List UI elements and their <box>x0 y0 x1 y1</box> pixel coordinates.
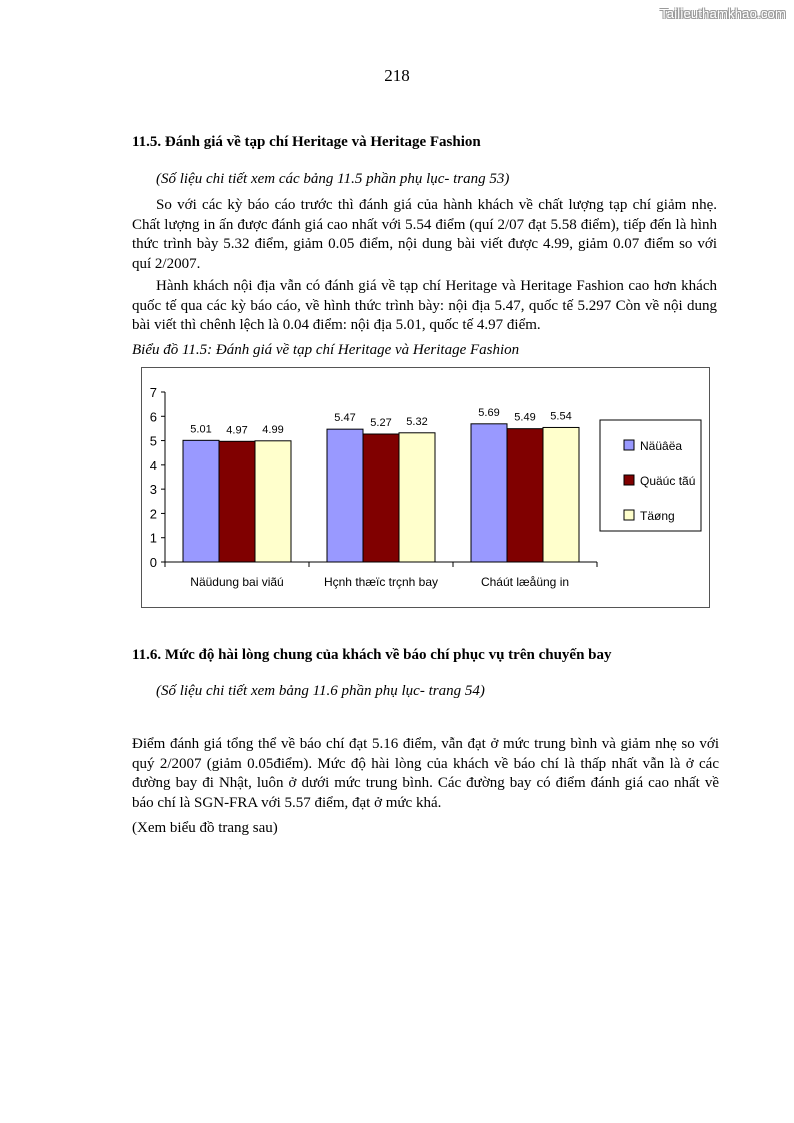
y-tick-label: 5 <box>149 433 157 449</box>
source-note-11-6: (Số liệu chi tiết xem bảng 11.6 phần phụ lục- trang 54) <box>156 683 485 699</box>
bar <box>219 441 255 562</box>
page-number: 218 <box>384 66 410 85</box>
watermark: Tailieuthamkhao.com <box>660 6 786 21</box>
legend-swatch <box>624 510 634 520</box>
category-label: Näüdung bai viãú <box>190 575 284 589</box>
data-label: 4.99 <box>262 423 284 436</box>
y-tick-label: 7 <box>149 385 157 400</box>
bar <box>399 433 435 562</box>
section-heading-11-5: 11.5. Đánh giá về tạp chí Heritage và Heritage Fashion <box>132 134 481 150</box>
data-label: 5.69 <box>478 406 500 419</box>
bar <box>327 429 363 562</box>
legend-swatch <box>624 440 634 450</box>
legend-label: Näüâëa <box>640 439 683 453</box>
y-tick-label: 2 <box>149 506 157 522</box>
data-label: 5.49 <box>514 411 536 424</box>
bar <box>363 434 399 562</box>
data-label: 5.47 <box>334 412 356 425</box>
bar <box>183 440 219 562</box>
data-label: 5.32 <box>406 415 428 428</box>
legend-swatch <box>624 475 634 485</box>
bar-chart <box>142 368 711 609</box>
bar <box>543 427 579 562</box>
y-tick-label: 3 <box>149 482 157 498</box>
data-label: 5.01 <box>190 423 212 436</box>
see-next-page-note: (Xem biểu đồ trang sau) <box>132 820 278 836</box>
y-tick-label: 0 <box>149 555 157 570</box>
chart-caption: Biểu đồ 11.5: Đánh giá về tạp chí Heritage và Heritage Fashion <box>132 342 520 358</box>
paragraph-quality: So với các kỳ báo cáo trước thì đánh giá của hành khách về chất lượng tạp chí giảm nhẹ. Chất lượng in ấn được đánh giá cao nhất với 5.54 điểm (quí 2/07 đạt 5.58 điểm), tiếp đến là hình thức trình bày 5.32 điểm, giảm 0.05 điểm, nội dung bài viết được 4.99, giảm 0.07 điểm so với quí 2/2007. <box>132 197 717 272</box>
source-note-11-5: (Số liệu chi tiết xem các bảng 11.5 phần phụ lục- trang 53) <box>156 171 510 187</box>
bar <box>471 424 507 562</box>
y-tick-label: 4 <box>149 457 157 473</box>
data-label: 4.97 <box>226 424 248 437</box>
legend-label: Täøng <box>640 509 675 523</box>
data-label: 5.27 <box>370 417 392 430</box>
y-tick-label: 6 <box>149 409 157 425</box>
category-label: Cháút læåüng in <box>480 575 570 589</box>
bar <box>507 429 543 562</box>
y-tick-label: 1 <box>149 530 157 546</box>
data-label: 5.54 <box>550 410 572 423</box>
paragraph-overall-satisfaction: Điểm đánh giá tổng thể về báo chí đạt 5.16 điểm, vẫn đạt ở mức trung bình và giảm nhẹ so với quý 2/2007 (giảm 0.05điểm). Mức độ hài lòng của khách về báo chí là thấp nhất vẫn là ở các đường bay đi Nhật, luôn ở dưới mức trung bình. Các đường bay có điểm đánh giá cao nhất về báo chí là SGN-FRA với 5.57 điểm, đạt ở mức khá. <box>132 736 719 811</box>
chart-frame <box>141 367 710 608</box>
section-heading-11-6: 11.6. Mức độ hài lòng chung của khách về báo chí phục vụ trên chuyến bay <box>132 647 612 663</box>
category-label: Hçnh thæïc trçnh bay <box>323 575 439 589</box>
bar <box>255 441 291 562</box>
paragraph-domestic-vs-international: Hành khách nội địa vẫn có đánh giá về tạp chí Heritage và Heritage Fashion cao hơn khách quốc tế qua các kỳ báo cáo, về hình thức trình bày: nội địa 5.47, quốc tế 5.297 Còn về nội dung bài viết thì chênh lệch là 0.04 điểm: nội địa 5.01, quốc tế 4.97 điểm. <box>132 278 717 333</box>
legend-label: Quäúc tãú <box>640 474 696 488</box>
